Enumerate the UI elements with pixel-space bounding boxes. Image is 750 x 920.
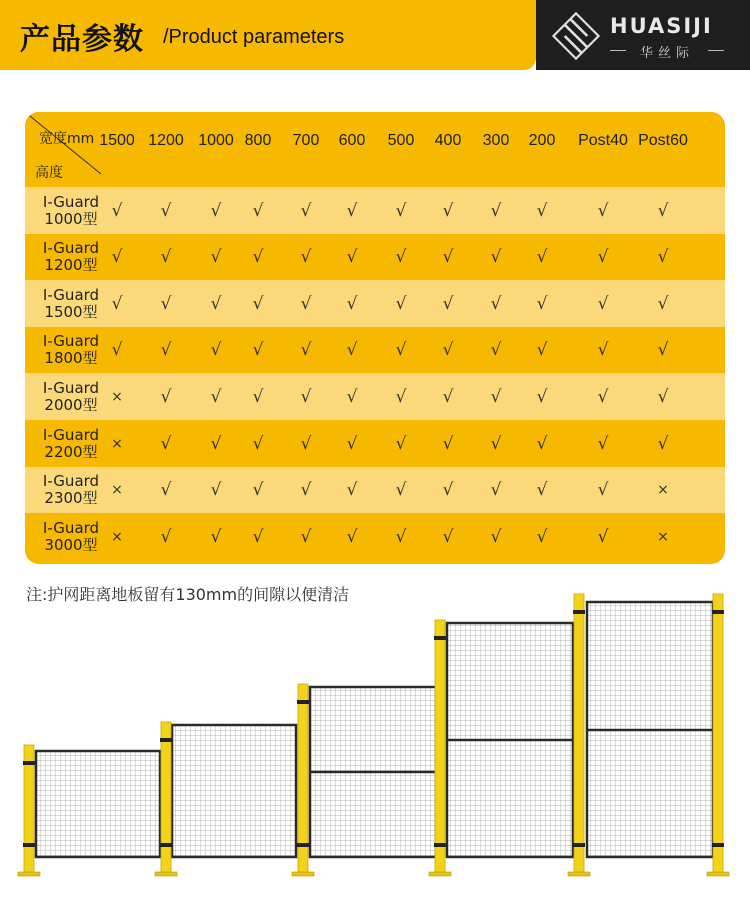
- available-mark: √: [346, 200, 358, 221]
- available-mark: √: [210, 340, 222, 361]
- table-row: [25, 467, 725, 514]
- available-mark: √: [536, 386, 548, 407]
- post-clamp: [434, 636, 446, 640]
- available-mark: √: [300, 340, 312, 361]
- available-mark: √: [300, 480, 312, 501]
- available-mark: √: [597, 247, 609, 268]
- available-mark: √: [395, 480, 407, 501]
- available-mark: √: [210, 433, 222, 454]
- available-mark: √: [597, 293, 609, 314]
- available-mark: √: [490, 386, 502, 407]
- available-mark: √: [160, 340, 172, 361]
- row-model-height: 1000型: [44, 209, 98, 228]
- available-mark: √: [160, 247, 172, 268]
- unavailable-mark: ×: [111, 388, 123, 405]
- column-header: 1000: [198, 132, 234, 149]
- available-mark: √: [160, 433, 172, 454]
- table-row: [25, 280, 725, 327]
- available-mark: √: [657, 340, 669, 361]
- available-mark: √: [395, 340, 407, 361]
- unavailable-mark: ×: [111, 435, 123, 452]
- table-row: [25, 513, 725, 560]
- available-mark: √: [300, 386, 312, 407]
- available-mark: √: [657, 293, 669, 314]
- row-model-height: 2200型: [44, 442, 98, 461]
- fence-post: [161, 722, 171, 874]
- table-header-row: [25, 112, 725, 184]
- available-mark: √: [442, 247, 454, 268]
- available-mark: √: [160, 386, 172, 407]
- post-clamp: [160, 738, 172, 742]
- unavailable-mark: ×: [111, 482, 123, 499]
- post-foot-plate: [568, 872, 590, 876]
- fence-post: [435, 620, 445, 874]
- clearance-note: 注:护网距离地板留有130mm的间隙以便清洁: [26, 585, 350, 604]
- available-mark: √: [490, 433, 502, 454]
- available-mark: √: [252, 386, 264, 407]
- mesh-panel: [36, 751, 160, 857]
- available-mark: √: [536, 480, 548, 501]
- available-mark: √: [300, 247, 312, 268]
- page-header: [0, 0, 750, 78]
- available-mark: √: [111, 293, 123, 314]
- available-mark: √: [346, 247, 358, 268]
- available-mark: √: [490, 340, 502, 361]
- available-mark: √: [597, 340, 609, 361]
- available-mark: √: [536, 293, 548, 314]
- available-mark: √: [395, 526, 407, 547]
- parameter-table: [25, 112, 725, 564]
- available-mark: √: [490, 293, 502, 314]
- available-mark: √: [210, 526, 222, 547]
- post-foot-plate: [707, 872, 729, 876]
- available-mark: √: [536, 247, 548, 268]
- column-header: 500: [387, 132, 415, 149]
- table-row: [25, 187, 725, 234]
- row-model-height: 2000型: [44, 395, 98, 414]
- available-mark: √: [597, 480, 609, 501]
- available-mark: √: [442, 200, 454, 221]
- available-mark: √: [597, 200, 609, 221]
- column-header: 700: [292, 132, 320, 149]
- row-model-height: 3000型: [44, 535, 98, 554]
- available-mark: √: [111, 200, 123, 221]
- column-header: 800: [244, 132, 272, 149]
- available-mark: √: [300, 200, 312, 221]
- available-mark: √: [395, 386, 407, 407]
- available-mark: √: [210, 386, 222, 407]
- available-mark: √: [657, 247, 669, 268]
- column-header: 1200: [148, 132, 184, 149]
- post-foot-plate: [18, 872, 40, 876]
- page-title: 产品参数: [20, 22, 144, 57]
- available-mark: √: [210, 293, 222, 314]
- available-mark: √: [346, 293, 358, 314]
- available-mark: √: [252, 480, 264, 501]
- available-mark: √: [346, 340, 358, 361]
- diamond-stripes-logo-icon: [552, 12, 600, 60]
- column-header: 1500: [99, 132, 135, 149]
- mesh-panel: [172, 725, 296, 857]
- available-mark: √: [210, 480, 222, 501]
- available-mark: √: [346, 480, 358, 501]
- corner-height-label: 高度: [35, 165, 63, 181]
- post-foot-plate: [429, 872, 451, 876]
- available-mark: √: [657, 200, 669, 221]
- column-header: Post60: [638, 132, 688, 149]
- post-clamp: [712, 843, 724, 847]
- column-header: 400: [434, 132, 462, 149]
- row-model-series: I-Guard: [42, 518, 100, 537]
- column-header: 600: [338, 132, 366, 149]
- available-mark: √: [252, 200, 264, 221]
- available-mark: √: [300, 526, 312, 547]
- available-mark: √: [536, 200, 548, 221]
- table-row: [25, 234, 725, 281]
- available-mark: √: [160, 480, 172, 501]
- available-mark: √: [536, 433, 548, 454]
- available-mark: √: [597, 526, 609, 547]
- available-mark: √: [346, 386, 358, 407]
- column-header: 300: [482, 132, 510, 149]
- post-clamp: [297, 700, 309, 704]
- available-mark: √: [160, 293, 172, 314]
- row-model-height: 1200型: [44, 256, 98, 275]
- row-model-series: I-Guard: [42, 425, 100, 444]
- post-clamp: [434, 843, 446, 847]
- brand-name-cn: 华丝际: [610, 42, 724, 61]
- available-mark: √: [442, 480, 454, 501]
- fence-post: [574, 594, 584, 874]
- available-mark: √: [597, 386, 609, 407]
- corner-width-label: 宽度mm: [39, 131, 95, 147]
- available-mark: √: [210, 200, 222, 221]
- row-model-series: I-Guard: [42, 332, 100, 351]
- post-clamp: [573, 610, 585, 614]
- available-mark: √: [490, 247, 502, 268]
- available-mark: √: [395, 293, 407, 314]
- page-subtitle: /Product parameters: [163, 26, 345, 48]
- row-model-height: 1800型: [44, 349, 98, 368]
- brand-name: HUASIJI: [610, 14, 713, 38]
- available-mark: √: [160, 526, 172, 547]
- available-mark: √: [536, 340, 548, 361]
- available-mark: √: [252, 247, 264, 268]
- available-mark: √: [442, 293, 454, 314]
- available-mark: √: [210, 247, 222, 268]
- row-model-series: I-Guard: [42, 472, 100, 491]
- row-model-height: 2300型: [44, 489, 98, 508]
- row-model-series: I-Guard: [42, 378, 100, 397]
- mesh-fence-panels-illustration: [0, 590, 750, 890]
- available-mark: √: [657, 433, 669, 454]
- available-mark: √: [490, 526, 502, 547]
- post-foot-plate: [292, 872, 314, 876]
- row-model-series: I-Guard: [42, 285, 100, 304]
- post-clamp: [23, 843, 35, 847]
- available-mark: √: [597, 433, 609, 454]
- available-mark: √: [490, 480, 502, 501]
- post-clamp: [712, 610, 724, 614]
- available-mark: √: [300, 293, 312, 314]
- post-clamp: [23, 761, 35, 765]
- row-model-series: I-Guard: [42, 192, 100, 211]
- unavailable-mark: ×: [657, 482, 669, 499]
- post-clamp: [160, 843, 172, 847]
- available-mark: √: [346, 433, 358, 454]
- available-mark: √: [442, 526, 454, 547]
- available-mark: √: [346, 526, 358, 547]
- unavailable-mark: ×: [657, 528, 669, 545]
- available-mark: √: [252, 340, 264, 361]
- available-mark: √: [442, 433, 454, 454]
- available-mark: √: [300, 433, 312, 454]
- table-row: [25, 373, 725, 420]
- available-mark: √: [395, 247, 407, 268]
- available-mark: √: [442, 340, 454, 361]
- fence-post: [713, 594, 723, 874]
- available-mark: √: [442, 386, 454, 407]
- post-clamp: [297, 843, 309, 847]
- post-clamp: [573, 843, 585, 847]
- unavailable-mark: ×: [111, 528, 123, 545]
- available-mark: √: [160, 200, 172, 221]
- available-mark: √: [395, 433, 407, 454]
- available-mark: √: [252, 293, 264, 314]
- available-mark: √: [657, 386, 669, 407]
- post-foot-plate: [155, 872, 177, 876]
- row-model-series: I-Guard: [42, 239, 100, 258]
- available-mark: √: [252, 433, 264, 454]
- available-mark: √: [111, 340, 123, 361]
- column-header: Post40: [578, 132, 628, 149]
- table-row: [25, 420, 725, 467]
- row-model-height: 1500型: [44, 302, 98, 321]
- available-mark: √: [111, 247, 123, 268]
- available-mark: √: [536, 526, 548, 547]
- table-row: [25, 327, 725, 374]
- available-mark: √: [252, 526, 264, 547]
- column-header: 200: [528, 132, 556, 149]
- available-mark: √: [490, 200, 502, 221]
- available-mark: √: [395, 200, 407, 221]
